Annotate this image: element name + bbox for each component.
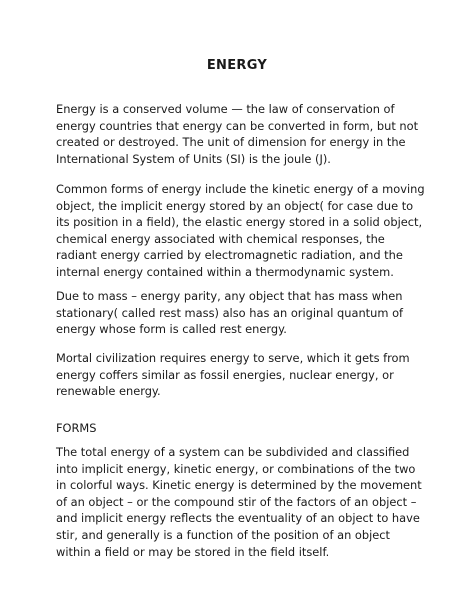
paragraph-civilization: Mortal civilization requires energy to serve, which it gets from energy coffers similar as fossil energies, nuclear energy, or renewable energy. <box>56 351 410 399</box>
section-heading-forms: FORMS <box>56 421 97 435</box>
paragraph-forms: The total energy of a system can be subdivided and classified into implicit energy, kinetic energy, or combinations of the two in colorful ways. Kinetic energy is determined by the movement of an object – or the compound stir of the factors of an object – and implicit energy reflects the eventuality of an object to have stir, and generally is a function of the position of an object within a field or may be stored in the field itself. <box>56 445 422 559</box>
paragraph-conservation: Energy is a conserved volume — the law of conservation of energy countries that energy can be converted in form, but not created or destroyed. The unit of dimension for energy in the International System of Units (SI) is the joule (J). <box>56 102 419 166</box>
document-title: ENERGY <box>206 58 268 73</box>
paragraph-common-forms: Common forms of energy include the kinetic energy of a moving object, the implicit energy stored by an object( for case due to its position in a field), the elastic energy stored in a solid object, chemical energy associated with chemical responses, the radiant energy carried by electromagnetic radiation, and the internal energy contained within a thermodynamic system. <box>56 182 425 279</box>
paragraph-rest-energy: Due to mass – energy parity, any object that has mass when stationary( called rest mass) also has an original quantum of energy whose form is called rest energy. <box>56 289 404 337</box>
